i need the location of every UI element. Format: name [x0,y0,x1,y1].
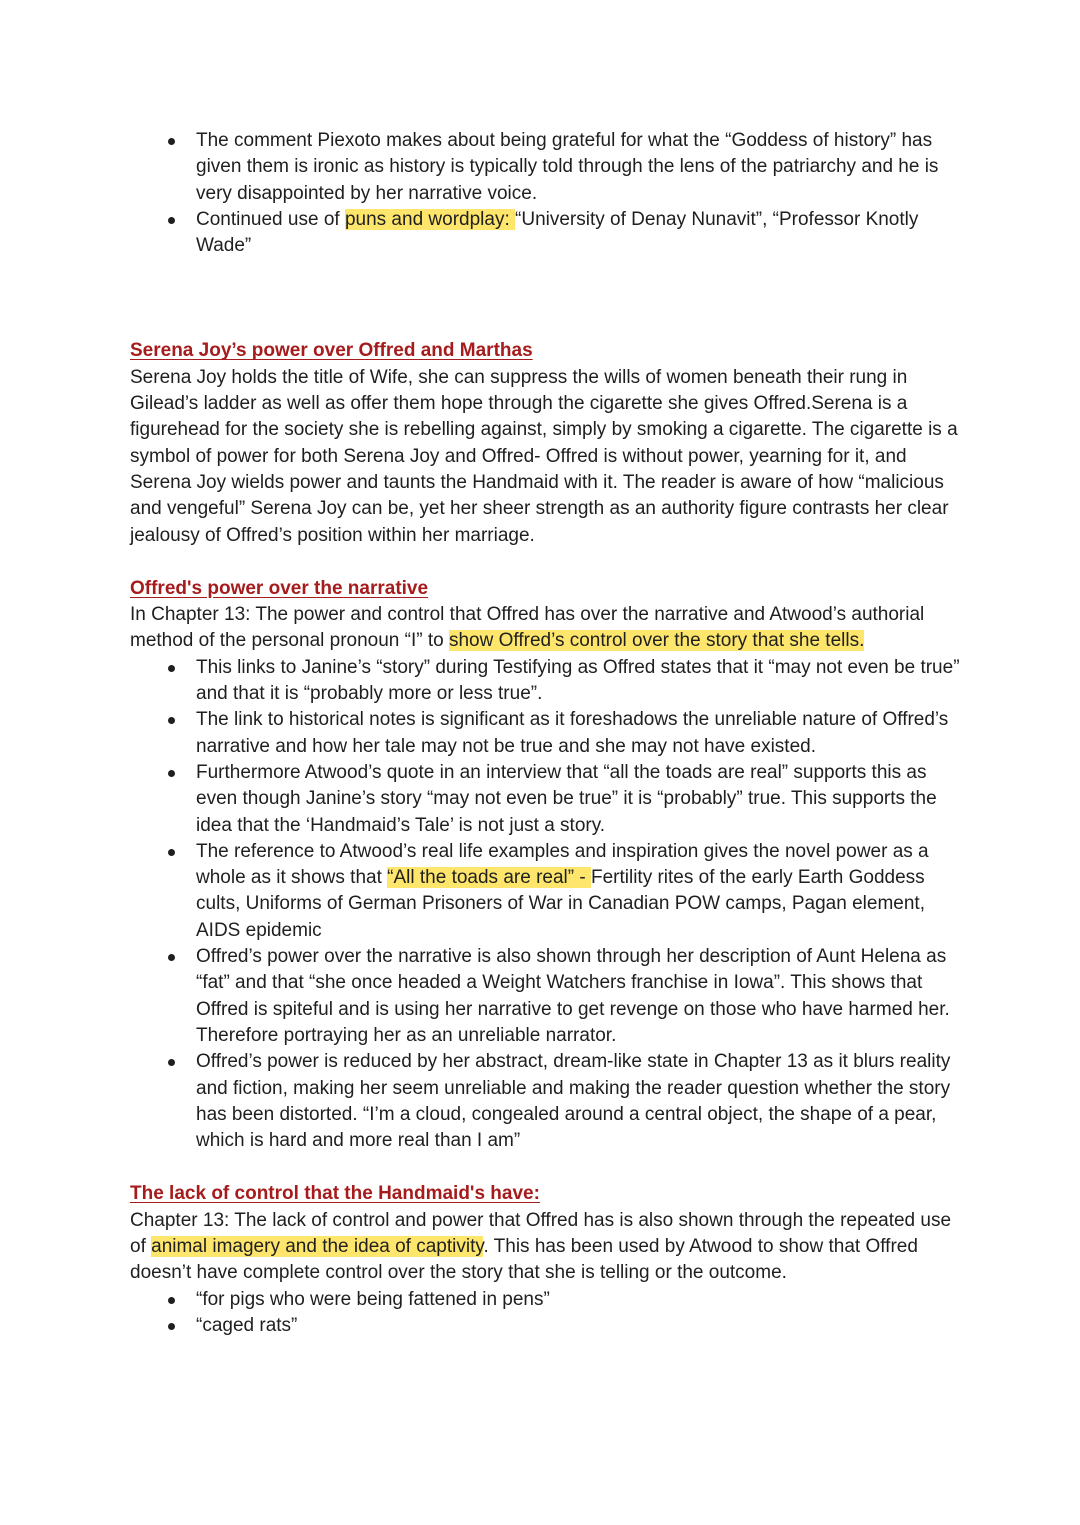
section-heading-lack-of-control[interactable]: The lack of control that the Handmaid's have: [130,1183,540,1205]
list-item-text: “University of Denay Nunavit”, “Professor Knotly Wade” [196,208,919,257]
intro-text: In Chapter 13: The power and control that Offred has over the narrative and Atwood’s authorial method of the personal pronoun “I” to [130,604,925,652]
highlighted-text: show Offred’s control over the story that she tells. [448,630,865,652]
section-serena [130,338,960,548]
quote-bullet-list [130,1287,960,1340]
section-narrative [130,576,960,1155]
intro-text: . This has been used by Atwood to show that Offred doesn’t have complete control over the story that she is telling or the outcome. [130,1235,918,1284]
list-item-text: The comment Piexoto makes about being grateful for what the “Goddess of history” has given them is ironic as history is typically told through the lens of the patriarchy and he is very disappointed by her narrative voice. [196,130,939,204]
list-item-text: Offred’s power is reduced by her abstract, dream-like state in Chapter 13 as it blurs reality and fiction, making her seem unreliable and making the reader question whether the story has been distorted. “I’m a cloud, congealed around a central object, the shape of a pear, which is hard and more real than I am” [196,1051,951,1152]
section-lack-of-control [130,1181,960,1339]
list-item [130,1049,960,1154]
document-page [130,128,960,1339]
list-item-text: Fertility rites of the early Earth Goddess cults, Uniforms of German Prisoners of War in Canadian POW camps, Pagan element, AIDS epidemic [196,867,925,941]
list-item-text: Offred’s power over the narrative is also shown through her description of Aunt Helena as “fat” and that “she once headed a Weight Watchers franchise in Iowa”. This shows that Offred is spiteful and is using her narrative to get revenge on those who have harmed her. Therefore portraying her as an unreliable narrator. [196,946,950,1046]
list-item [130,839,960,944]
highlighted-text: puns and wordplay: [344,208,516,230]
list-item-text: This links to Janine’s “story” during Testifying as Offred states that it “may not even be true” and that it is “probably more or less true”. [196,656,960,705]
highlighted-text: “All the toads are real” - [387,867,591,889]
list-item-text: Continued use of [196,208,345,230]
top-bullet-list [130,128,960,259]
list-item [130,1287,960,1313]
list-item-text: The reference to Atwood’s real life examples and inspiration gives the novel power as a whole as it shows that [196,840,929,889]
highlighted-text: animal imagery and the idea of captivity [151,1235,484,1257]
list-item [130,1313,960,1339]
section-body-serena: Serena Joy holds the title of Wife, she can suppress the wills of women beneath their rung in Gilead’s ladder as well as offer them hope through the cigarette she gives Offred.Serena is a figurehead for the society she is rebelling against, simply by smoking a cigarette. The cigarette is a symbol of power for both Serena Joy and Offred- Offred is without power, yearning for it, and Serena Joy wields power and taunts the Handmaid with it. The reader is aware of how “malicious and vengeful” Serena Joy can be, yet her sheer strength as an authority figure contrasts her clear jealousy of Offred’s position within her marriage. [130,366,958,546]
list-item [130,128,960,207]
list-item [130,944,960,1049]
section-heading-serena[interactable]: Serena Joy’s power over Offred and Marthas [130,340,533,362]
list-item [130,655,960,708]
list-item-text: “caged rats” [196,1314,298,1336]
list-item [130,707,960,760]
list-item-text: The link to historical notes is significant as it foreshadows the unreliable nature of Offred’s narrative and how her tale may not be true and she may not have existed. [196,709,949,757]
list-item-text: “for pigs who were being fattened in pens” [196,1288,550,1310]
intro-text: Chapter 13: The lack of control and power that Offred has is also shown through the repeated use of [130,1209,952,1257]
section-intro-lack-of-control [130,1208,960,1287]
section-intro-narrative [130,602,960,655]
section-heading-narrative[interactable]: Offred's power over the narrative [130,577,429,599]
list-item [130,207,960,260]
list-item-text: Furthermore Atwood’s quote in an interview that “all the toads are real” supports this as even though Janine’s story “may not even be true” it is “probably” true. This supports the idea that the ‘Handmaid’s Tale’ is not just a story. [196,761,937,836]
list-item [130,760,960,839]
narrative-bullet-list [130,655,960,1155]
